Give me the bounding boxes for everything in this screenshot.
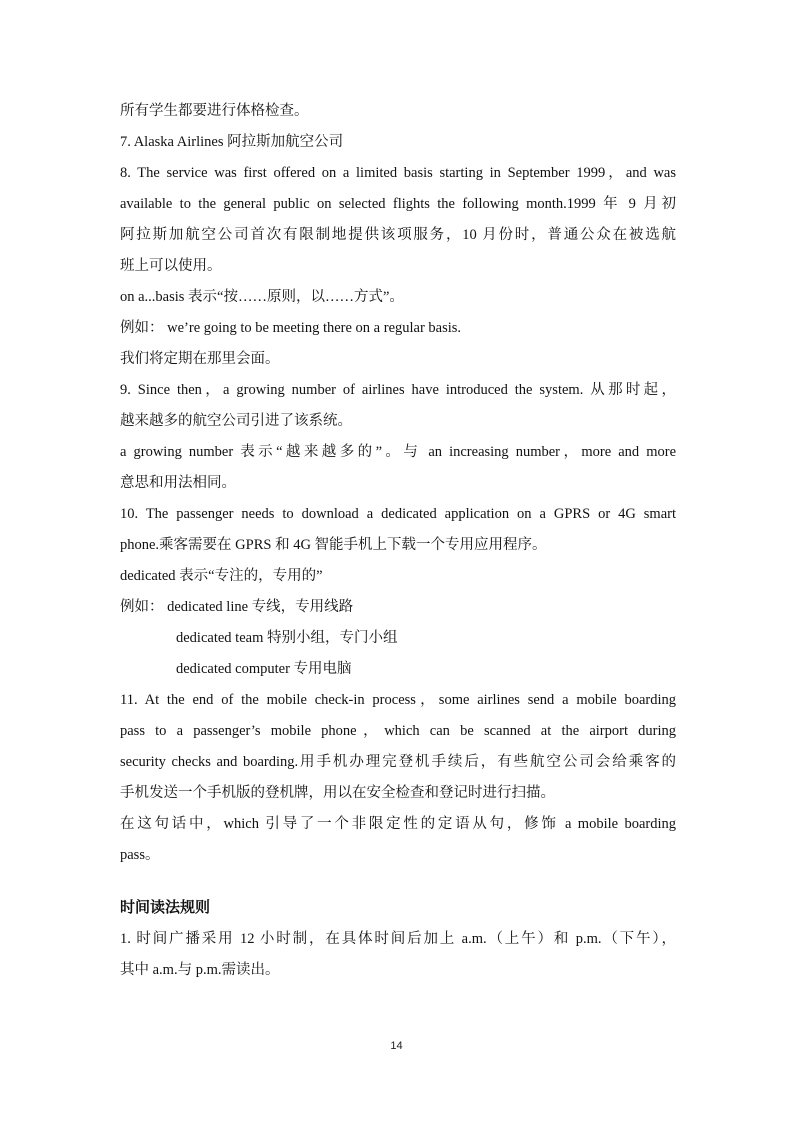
section-heading: 时间读法规则	[120, 900, 211, 916]
document-body	[120, 96, 676, 986]
term-heading: 7. Alaska Airlines 阿拉斯加航空公司	[120, 134, 344, 150]
text-line: available to the general public on selected flights the following month.1999 年 9 月初	[120, 196, 676, 212]
text-line: 9. Since then，a growing number of airlines have introduced the system. 从那时起，	[120, 382, 676, 398]
page-number: 14	[390, 1040, 403, 1052]
text-line: 10. The passenger needs to download a dedicated application on a GPRS or 4G smart	[120, 506, 676, 522]
text-line: on a...basis 表示“按……原则，以……方式”。	[120, 289, 404, 305]
text-line: a growing number 表示“越来越多的”。与 an increasing number，more and more	[120, 444, 676, 460]
text-line: dedicated 表示“专注的，专用的”	[120, 568, 323, 584]
text-line: 班上可以使用。	[120, 258, 222, 274]
text-line: 11. At the end of the mobile check-in process，some airlines send a mobile boarding	[120, 692, 676, 708]
text-line: phone.乘客需要在 GPRS 和 4G 智能手机上下载一个专用应用程序。	[120, 537, 547, 553]
example-line: 例如： dedicated line 专线，专用线路	[120, 599, 354, 615]
example-line: 例如： we’re going to be meeting there on a regular basis.	[120, 320, 462, 336]
text-line: 1. 时间广播采用 12 小时制，在具体时间后加上 a.m.（上午）和 p.m.（下午），	[120, 931, 676, 947]
text-line: 阿拉斯加航空公司首次有限制地提供该项服务，10 月份时，普通公众在被选航	[120, 227, 676, 243]
text-line: 手机发送一个手机版的登机牌，用以在安全检查和登记时进行扫描。	[120, 785, 555, 801]
text-line: security checks and boarding.用手机办理完登机手续后，有些航空公司会给乘客的	[120, 754, 676, 770]
section-gap	[120, 871, 676, 893]
text-line: 在这句话中，which 引导了一个非限定性的定语从句，修饰 a mobile boarding	[120, 816, 676, 832]
text-line: 8. The service was first offered on a limited basis starting in September 1999，and was	[120, 165, 676, 181]
example-line: dedicated computer 专用电脑	[176, 661, 352, 677]
text-line: 我们将定期在那里会面。	[120, 351, 280, 367]
text-line: 意思和用法相同。	[120, 475, 236, 491]
example-line: dedicated team 特别小组，专门小组	[176, 630, 398, 646]
text-line: 所有学生都要进行体格检查。	[120, 103, 309, 119]
text-line: pass。	[120, 847, 160, 863]
text-line: 越来越多的航空公司引进了该系统。	[120, 413, 352, 429]
text-line: pass to a passenger’s mobile phone，which can be scanned at the airport during	[120, 723, 676, 739]
text-line: 其中 a.m.与 p.m.需读出。	[120, 962, 280, 978]
